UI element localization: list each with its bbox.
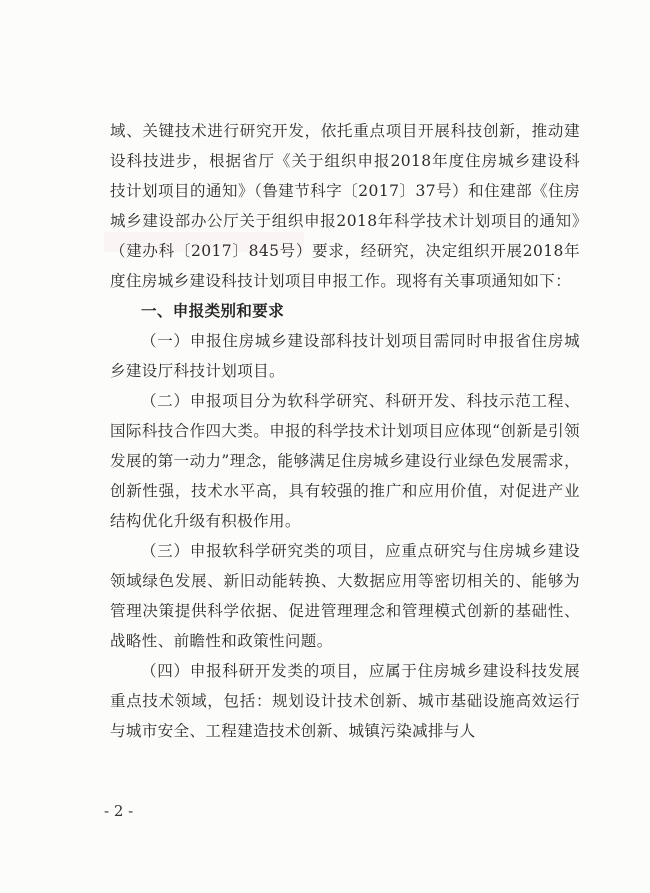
item-4-paragraph: （四）申报科研开发类的项目，应属于住房城乡建设科技发展重点技术领域，包括：规划设计技术创新、城市基础设施高效运行与城市安全、工程建造技术创新、城镇污染减排与人 bbox=[110, 662, 580, 740]
item-3-paragraph: （三）申报软科学研究类的项目，应重点研究与住房城乡建设领域绿色发展、新旧动能转换、大数据应用等密切相关的、能够为管理决策提供科学依据、促进管理理念和管理模式创新的基础性、战略性、前瞻性和政策性问题。 bbox=[110, 542, 580, 650]
section-heading: 一、申报类别和要求 bbox=[141, 302, 285, 320]
document-body bbox=[110, 116, 580, 746]
page-number: - 2 - bbox=[104, 802, 134, 820]
item-2-paragraph: （二）申报项目分为软科学研究、科研开发、科技示范工程、国际科技合作四大类。申报的科学技术计划项目应体现“创新是引领发展的第一动力”理念，能够满足住房城乡建设行业绿色发展需求，创新性强，技术水平高，具有较强的推广和应用价值，对促进产业结构优化升级有积极作用。 bbox=[110, 392, 580, 530]
item-1-paragraph: （一）申报住房城乡建设部科技计划项目需同时申报省住房城乡建设厅科技计划项目。 bbox=[110, 332, 580, 380]
continuation-paragraph: 域、关键技术进行研究开发，依托重点项目开展科技创新，推动建设科技进步，根据省厅《关于组织申报2018年度住房城乡建设科技计划项目的通知》（鲁建节科字〔2017〕37号）和住建部《住房城乡建设部办公厅关于组织申报2018年科学技术计划项目的通知》（建办科〔2017〕845号）要求，经研究，决定组织开展2018年度住房城乡建设科技计划项目申报工作。现将有关事项通知如下： bbox=[110, 122, 580, 290]
